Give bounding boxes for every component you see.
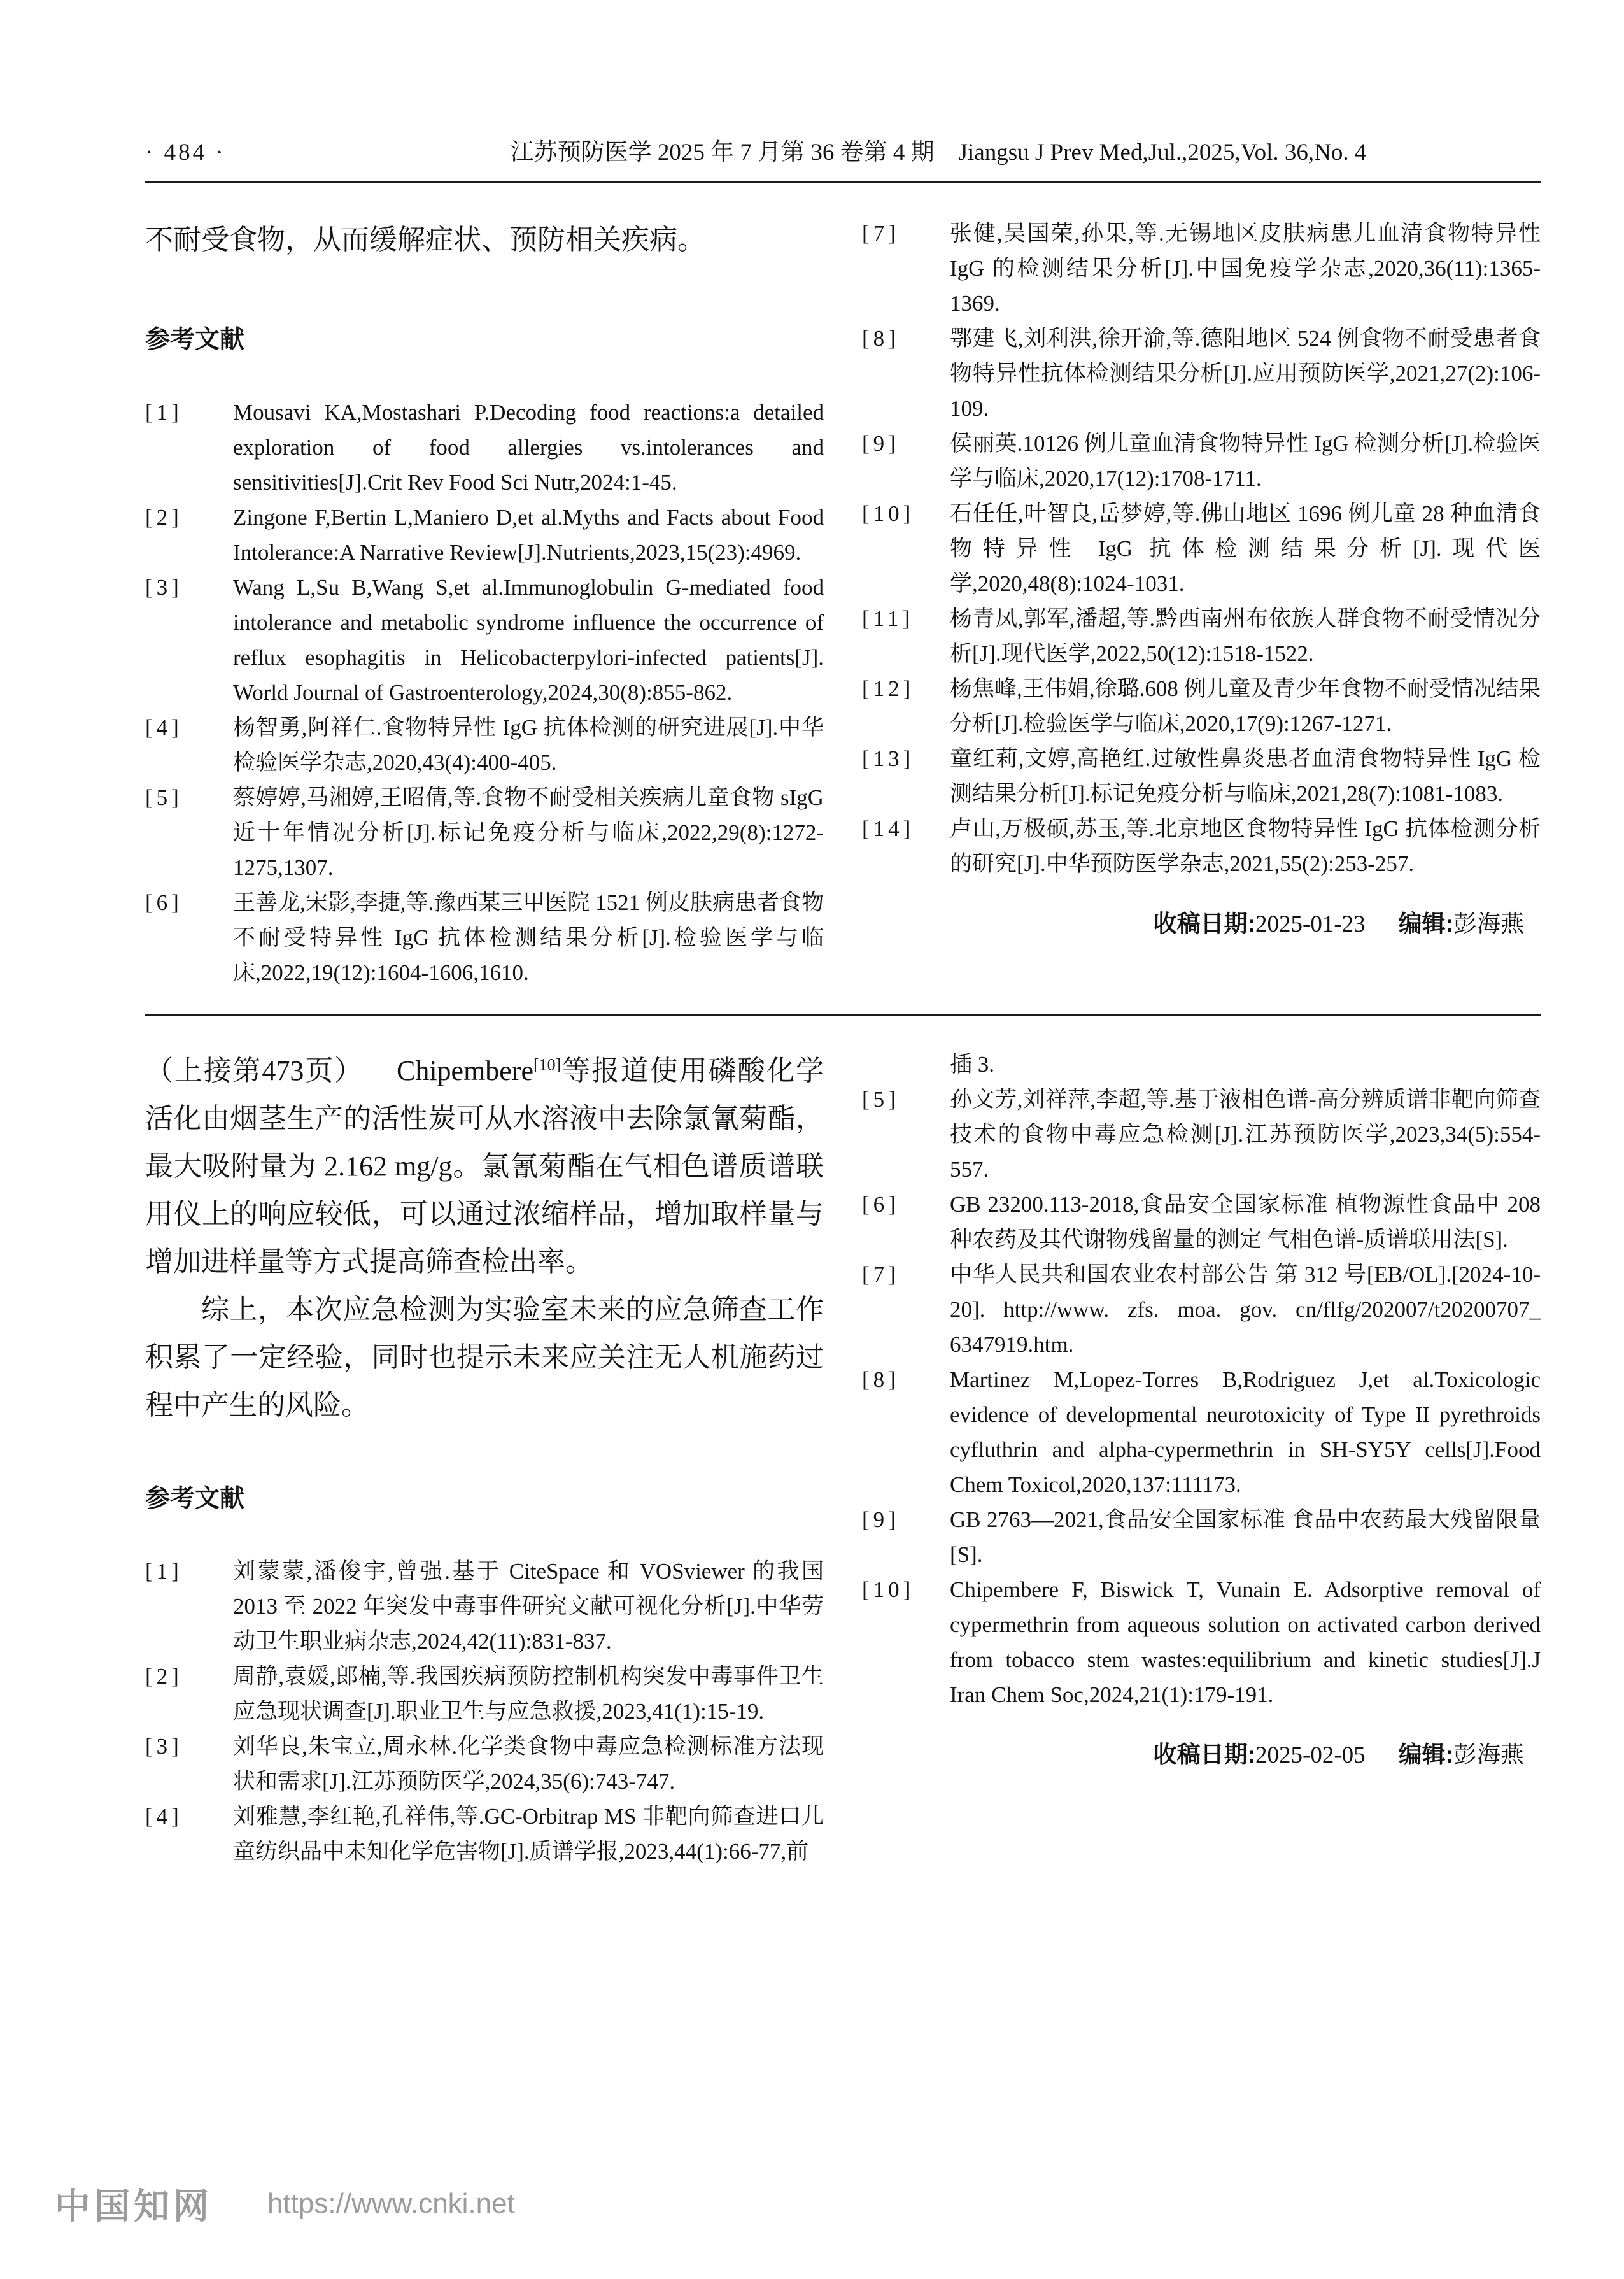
reference-item xyxy=(862,741,1541,811)
reference-item xyxy=(862,601,1541,671)
page-content xyxy=(145,0,1541,1869)
received-date-value: 2025-01-23 xyxy=(1255,911,1366,937)
reference-text: 杨青凤,郭军,潘超,等.黔西南州布依族人群食物不耐受情况分析[J].现代医学,2022,50(12):1518-1522. xyxy=(950,606,1541,666)
reference-text: 侯丽英.10126 例儿童血清食物特异性 IgG 检测分析[J].检验医学与临床,2020,17(12):1708-1711. xyxy=(950,431,1541,491)
reference-number: [1] xyxy=(145,400,183,425)
reference-text: 刘蒙蒙,潘俊宇,曾强.基于 CiteSpace 和 VOSviewer 的我国 2013 至 2022 年突发中毒事件研究文献可视化分析[J].中华劳动卫生职业病杂志,2024,42(11):831-837. xyxy=(233,1559,824,1654)
reference-number: [2] xyxy=(145,505,183,530)
reference-number: [10] xyxy=(862,501,915,526)
reference-text: Chipembere F, Biswick T, Vunain E. Adsorptive removal of cypermethrin from aqueous solution on activated carbon derived from tobacco stem wastes:equilibrium and kinetic studies[J].J Iran Chem Soc,2024,21(1):179-191. xyxy=(950,1577,1541,1707)
reference-list xyxy=(145,1554,824,1869)
reference-item xyxy=(862,1257,1541,1362)
paragraph-1-text: 等报道使用磷酸化学活化由烟茎生产的活性炭可从水溶液中去除氯氰菊酯，最大吸附量为 2.162 mg/g。氯氰菊酯在气相色谱质谱联用仪上的响应较低，可以通过浓缩样品，增加取样量与增加进样量等方式提高筛查检出率。 xyxy=(145,1055,824,1277)
reference-text: 周静,袁媛,郎楠,等.我国疾病预防控制机构突发中毒事件卫生应急现状调查[J].职业卫生与应急救援,2023,41(1):15-19. xyxy=(233,1664,824,1724)
reference-item xyxy=(145,1729,824,1799)
journal-title-line xyxy=(336,132,1541,167)
reference-list xyxy=(145,395,824,990)
article-1-intro-paragraph: 不耐受食物，从而缓解症状、预防相关疾病。 xyxy=(145,224,705,255)
reference-item xyxy=(145,710,824,780)
reference-item xyxy=(862,1362,1541,1502)
reference-text: GB 23200.113-2018,食品安全国家标准 植物源性食品中 208 种农药及其代谢物残留量的测定 气相色谱-质谱联用法[S]. xyxy=(950,1192,1541,1252)
received-line xyxy=(862,905,1524,943)
article-1-left-column xyxy=(145,216,824,1014)
reference-text: 刘华良,朱宝立,周永林.化学类食物中毒应急检测标准方法现状和需求[J].江苏预防医学,2024,35(6):743-747. xyxy=(233,1734,824,1794)
reference-number: [8] xyxy=(862,326,900,351)
page-number: · 484 · xyxy=(145,139,226,166)
editor-label: 编辑: xyxy=(1398,911,1453,937)
reference-number: [4] xyxy=(145,1804,183,1829)
header-rule xyxy=(145,181,1541,183)
editor-label: 编辑: xyxy=(1398,1742,1453,1768)
reference-item xyxy=(862,426,1541,496)
reference-item xyxy=(145,1659,824,1729)
page-header xyxy=(145,0,1541,167)
reference-item xyxy=(862,1082,1541,1187)
received-line xyxy=(862,1736,1524,1774)
reference-number: [9] xyxy=(862,1507,900,1532)
article-2 xyxy=(145,1047,1541,1869)
article-2-paragraph-1 xyxy=(145,1047,824,1286)
cited-author-name: Chipembere xyxy=(396,1055,534,1086)
reference-text: 刘雅慧,李红艳,孔祥伟,等.GC-Orbitrap MS 非靶向筛查进口儿童纺织品中未知化学危害物[J].质谱学报,2023,44(1):66-77,前 xyxy=(233,1804,824,1864)
reference-item xyxy=(862,671,1541,741)
reference-text: Wang L,Su B,Wang S,et al.Immunoglobulin G-mediated food intolerance and metabolic syndrome influence the occurrence of reflux esophagitis in Helicobacterpylori-infected patients[J]. World Journal of Gastroenterology,2024,30(8):855-862. xyxy=(233,575,824,705)
reference-text: 蔡婷婷,马湘婷,王昭倩,等.食物不耐受相关疾病儿童食物 sIgG 近十年情况分析[J].标记免疫分析与临床,2022,29(8):1272-1275,1307. xyxy=(233,785,824,880)
reference-text: 王善龙,宋影,李捷,等.豫西某三甲医院 1521 例皮肤病患者食物不耐受特异性 IgG 抗体检测结果分析[J].检验医学与临床,2022,19(12):1604-1606,1610. xyxy=(233,890,824,985)
reference-number: [10] xyxy=(862,1577,915,1602)
reference-text: Mousavi KA,Mostashari P.Decoding food reactions:a detailed exploration of food allergies vs.intolerances and sensitivities[J].Crit Rev Food Sci Nutr,2024:1-45. xyxy=(233,400,824,495)
journal-title-en: Jiangsu J Prev Med,Jul.,2025,Vol. 36,No. 4 xyxy=(958,139,1367,166)
reference-number: [7] xyxy=(862,221,900,246)
reference-text: 鄂建飞,刘利洪,徐开渝,等.德阳地区 524 例食物不耐受患者食物特异性抗体检测结果分析[J].应用预防医学,2021,27(2):106-109. xyxy=(950,326,1541,421)
received-date-label: 收稿日期: xyxy=(1153,911,1256,937)
references-heading: 参考文献 xyxy=(145,326,245,353)
reference-number: [12] xyxy=(862,676,915,701)
reference-list xyxy=(862,216,1541,881)
article-1 xyxy=(145,216,1541,1014)
cnki-url: https://www.cnki.net xyxy=(267,2188,515,2219)
reference-item xyxy=(145,395,824,500)
reference-number: [1] xyxy=(145,1559,183,1584)
editor-name: 彭海燕 xyxy=(1453,911,1524,937)
reference-text: GB 2763—2021,食品安全国家标准 食品中农药最大残留限量[S]. xyxy=(950,1507,1541,1567)
reference-text: 孙文芳,刘祥萍,李超,等.基于液相色谱-高分辨质谱非靶向筛查技术的食物中毒应急检测[J].江苏预防医学,2023,34(5):554-557. xyxy=(950,1087,1541,1182)
reference-number: [9] xyxy=(862,431,900,456)
reference-number: [6] xyxy=(145,890,183,915)
reference-item xyxy=(862,496,1541,601)
reference-text: Martinez M,Lopez-Torres B,Rodriguez J,et al.Toxicologic evidence of developmental neurotoxicity of Type II pyrethroids cyfluthrin and alpha-cypermethrin in SH-SY5Y cells[J].Food Chem Toxicol,2020,137:111173. xyxy=(950,1367,1541,1497)
reference-item xyxy=(862,811,1541,881)
reference-number: [3] xyxy=(145,575,183,600)
reference-text: 卢山,万极硕,苏玉,等.北京地区食物特异性 IgG 抗体检测分析的研究[J].中华预防医学杂志,2021,55(2):253-257. xyxy=(950,816,1541,876)
journal-title-cn: 江苏预防医学 2025 年 7 月第 36 卷第 4 期 xyxy=(510,139,935,166)
cnki-footer xyxy=(55,2178,515,2229)
reference-list xyxy=(862,1082,1541,1712)
received-date-value: 2025-02-05 xyxy=(1255,1742,1366,1768)
reference-text: 杨焦峰,王伟娟,徐璐.608 例儿童及青少年食物不耐受情况结果分析[J].检验医学与临床,2020,17(9):1267-1271. xyxy=(950,676,1541,736)
editor-name: 彭海燕 xyxy=(1453,1742,1524,1768)
received-date-label: 收稿日期: xyxy=(1153,1742,1256,1768)
reference-number: [14] xyxy=(862,816,915,841)
article-2-paragraph-2: 综上，本次应急检测为实验室未来的应急筛查工作积累了一定经验，同时也提示未来应关注无人机施药过程中产生的风险。 xyxy=(145,1294,824,1421)
reference-item xyxy=(862,216,1541,321)
reference-number: [2] xyxy=(145,1664,183,1689)
reference-item xyxy=(862,1187,1541,1257)
article-divider-rule xyxy=(145,1014,1541,1016)
reference-number: [8] xyxy=(862,1367,900,1392)
reference-text: 童红莉,文婷,高艳红.过敏性鼻炎患者血清食物特异性 IgG 检测结果分析[J].标记免疫分析与临床,2021,28(7):1081-1083. xyxy=(950,746,1541,806)
reference-item xyxy=(145,500,824,570)
reference-text: Zingone F,Bertin L,Maniero D,et al.Myths and Facts about Food Intolerance:A Narrative Review[J].Nutrients,2023,15(23):4969. xyxy=(233,505,824,565)
reference-number: [13] xyxy=(862,746,915,771)
reference-item xyxy=(862,1572,1541,1712)
reference-item xyxy=(145,1554,824,1659)
article-2-left-column xyxy=(145,1047,824,1869)
cnki-logo-text: 中国知网 xyxy=(55,2186,213,2226)
reference-number: [3] xyxy=(145,1734,183,1759)
reference-number: [7] xyxy=(862,1262,900,1287)
article-2-right-column xyxy=(862,1047,1541,1869)
reference-item xyxy=(145,570,824,710)
reference-number: [6] xyxy=(862,1192,900,1217)
article-1-right-column xyxy=(862,216,1541,1014)
reference-text: 杨智勇,阿祥仁.食物特异性 IgG 抗体检测的研究进展[J].中华检验医学杂志,2020,43(4):400-405. xyxy=(233,715,824,775)
reference-number: [5] xyxy=(862,1087,900,1112)
reference-item xyxy=(145,1799,824,1869)
reference-number: [5] xyxy=(145,785,183,810)
continuation-note: （上接第473页） xyxy=(145,1055,364,1086)
reference-item xyxy=(862,1502,1541,1572)
reference-continuation: 插 3. xyxy=(950,1052,995,1077)
reference-item xyxy=(145,780,824,885)
reference-number: [4] xyxy=(145,715,183,740)
citation-superscript: [10] xyxy=(533,1055,561,1074)
reference-text: 中华人民共和国农业农村部公告 第 312 号[EB/OL].[2024-10-20]. http://www. zfs. moa. gov. cn/flfg/202007/t20200707_ 6347919.htm. xyxy=(950,1262,1541,1357)
reference-text: 石任任,叶智良,岳梦婷,等.佛山地区 1696 例儿童 28 种血清食物特异性 IgG 抗体检测结果分析[J].现代医学,2020,48(8):1024-1031. xyxy=(950,501,1541,596)
reference-item xyxy=(862,321,1541,426)
reference-number: [11] xyxy=(862,606,914,631)
references-heading: 参考文献 xyxy=(145,1485,245,1512)
reference-text: 张健,吴国荣,孙果,等.无锡地区皮肤病患儿血清食物特异性 IgG 的检测结果分析[J].中国免疫学杂志,2020,36(11):1365-1369. xyxy=(950,221,1541,316)
reference-item xyxy=(145,885,824,990)
